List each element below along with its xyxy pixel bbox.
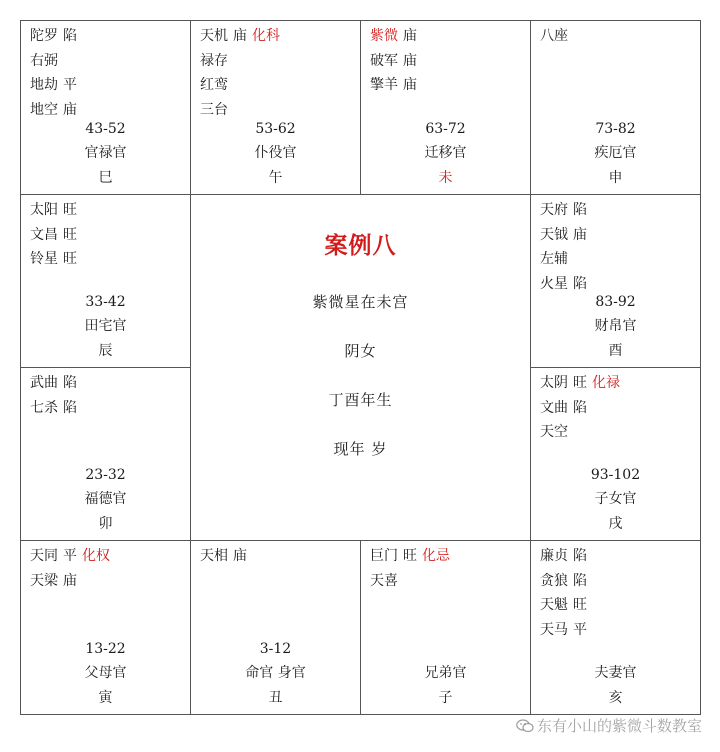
palace-info [361,117,530,191]
star-attribute: 陷 [573,572,587,589]
star-name: 禄存 [200,52,228,69]
star-name: 廉贞 [540,548,568,564]
star-name: 文曲 [540,399,568,416]
palace-name: 夫妻官 [594,665,637,681]
star-row [200,49,285,74]
star-list [200,544,252,569]
star-row [30,24,82,49]
palace-wu [190,20,361,195]
palace-info [531,117,700,191]
star-list [540,544,592,642]
star-attribute: 化权 [82,548,110,564]
star-name: 紫微 [370,28,398,44]
earthly-branch: 午 [268,169,283,186]
star-attribute: 陷 [63,375,77,391]
star-attribute: 化忌 [422,548,450,564]
star-name: 武曲 [30,375,58,391]
star-row [30,396,82,421]
age-range: 73-82 [595,120,636,137]
star-attribute: 庙 [403,77,417,93]
age-range: 83-92 [595,293,636,310]
star-row [30,247,82,272]
star-attribute: 平 [63,77,77,93]
center-info [190,194,531,541]
age-range: 63-72 [425,120,466,137]
palace-info [21,637,190,711]
star-name: 太阳 [30,202,58,218]
palace-yin [20,540,191,715]
star-name: 巨门 [370,548,398,564]
palace-info [531,463,700,537]
age-range: 43-52 [85,120,126,137]
star-row [540,247,592,272]
star-name: 火星 [540,275,568,292]
palace-info [191,117,360,191]
star-row [370,24,422,49]
star-row [30,569,115,594]
palace-name: 迁移官 [424,145,467,161]
palace-xu [530,367,701,541]
earthly-branch: 丑 [268,689,283,706]
center-line-birth-year: 丁酉年生 [328,391,393,409]
star-name: 八座 [540,28,568,44]
star-row [540,24,573,49]
palace-mao [20,367,191,541]
star-attribute: 平 [63,548,77,564]
palace-name: 官禄官 [84,145,127,161]
earthly-branch: 亥 [608,689,623,706]
star-name: 红鸾 [200,77,228,93]
palace-wei [360,20,531,195]
center-line-star-position: 紫微星在未宫 [312,293,409,311]
age-range: 3-12 [259,640,292,657]
earthly-branch: 未 [438,169,453,186]
star-row [540,223,592,248]
palace-chou [190,540,361,715]
palace-name: 子女官 [594,491,637,507]
star-list [540,198,592,296]
star-list [30,544,115,593]
palace-zi [360,540,531,715]
star-attribute: 旺 [63,202,77,218]
star-list [370,544,455,593]
star-name: 铃星 [30,251,58,267]
star-name: 天机 [200,28,228,44]
wechat-icon [516,719,534,733]
star-attribute: 陷 [573,275,587,292]
palace-info [361,637,530,711]
palace-hai [530,540,701,715]
star-row [540,198,592,223]
star-attribute: 庙 [63,101,77,118]
watermark-text: 东有小山的紫微斗数教室 [536,717,702,735]
star-name: 擎羊 [370,77,398,93]
age-range: 13-22 [85,640,126,657]
star-row [200,73,285,98]
star-name: 地劫 [30,77,58,93]
star-row [540,371,625,396]
earthly-branch: 辰 [98,342,113,359]
age-range: 33-42 [85,293,126,310]
star-attribute: 庙 [233,28,247,44]
palace-shen [530,20,701,195]
star-row [540,420,625,445]
star-attribute: 旺 [403,548,417,564]
star-name: 破军 [370,52,398,69]
star-row [370,569,455,594]
star-attribute: 庙 [403,28,417,44]
age-range [531,637,700,662]
star-name: 太阴 [540,375,568,391]
palace-info [191,637,360,711]
star-attribute: 陷 [63,28,77,44]
earthly-branch: 申 [608,169,623,186]
earthly-branch: 酉 [608,342,623,359]
star-attribute: 化禄 [592,375,620,391]
star-row [540,396,625,421]
star-list [30,371,82,420]
palace-info [21,463,190,537]
star-name: 天梁 [30,572,58,589]
star-row [30,544,115,569]
star-list [30,24,82,122]
star-attribute: 庙 [403,52,417,69]
star-name: 文昌 [30,226,58,243]
star-attribute: 陷 [573,399,587,416]
star-row [200,544,252,569]
earthly-branch: 子 [438,689,453,706]
star-name: 天钺 [540,226,568,243]
watermark [516,715,702,736]
star-attribute: 陷 [573,548,587,564]
star-list [200,24,285,122]
star-name: 陀罗 [30,28,58,44]
palace-si [20,20,191,195]
star-attribute: 旺 [63,251,77,267]
palace-name: 父母官 [84,665,127,681]
palace-name: 财帛官 [594,318,637,334]
palace-chen [20,194,191,368]
star-list [30,198,82,272]
star-attribute: 平 [573,621,587,638]
star-attribute: 庙 [63,572,77,589]
palace-info [21,290,190,364]
star-name: 三台 [200,101,228,118]
star-row [540,544,592,569]
palace-info [21,117,190,191]
palace-name: 疾厄官 [594,145,637,161]
star-attribute: 化科 [252,28,280,44]
star-name: 天马 [540,621,568,638]
palace-info [531,637,700,711]
earthly-branch: 巳 [98,169,113,186]
star-row [30,49,82,74]
earthly-branch: 寅 [98,689,113,706]
star-name: 天魁 [540,597,568,613]
earthly-branch: 卯 [98,515,113,532]
star-row [370,49,422,74]
center-line-age: 现年 岁 [333,440,388,458]
star-row [200,24,285,49]
star-row [30,371,82,396]
case-title: 案例八 [324,232,397,259]
star-attribute: 陷 [573,202,587,218]
star-name: 右弼 [30,52,58,69]
star-name: 天喜 [370,572,398,589]
star-name: 贪狼 [540,572,568,589]
star-row [30,73,82,98]
star-row [540,593,592,618]
star-list [540,371,625,445]
age-range [361,637,530,662]
star-name: 七杀 [30,399,58,416]
star-name: 天府 [540,202,568,218]
earthly-branch: 戌 [608,515,623,532]
star-list [370,24,422,98]
star-name: 天相 [200,548,228,564]
palace-info [531,290,700,364]
star-row [30,223,82,248]
palace-name: 仆役官 [254,145,297,161]
star-attribute: 庙 [233,548,247,564]
star-row [370,544,455,569]
star-row [370,73,422,98]
palace-name: 命官 身官 [245,665,306,681]
star-name: 天空 [540,424,568,440]
star-row [30,198,82,223]
ziwei-chart [20,20,700,714]
palace-name: 田宅官 [84,318,127,334]
palace-name: 福德官 [84,491,127,507]
star-attribute: 旺 [63,226,77,243]
star-attribute: 旺 [573,375,587,391]
palace-name: 兄弟官 [424,665,467,681]
star-attribute: 旺 [573,597,587,613]
center-line-gender: 阴女 [344,342,377,360]
star-attribute: 庙 [573,226,587,243]
age-range: 93-102 [590,466,641,483]
palace-you [530,194,701,368]
star-row [540,569,592,594]
star-attribute: 陷 [63,399,77,416]
age-range: 53-62 [255,120,296,137]
star-name: 地空 [30,101,58,118]
star-name: 天同 [30,548,58,564]
age-range: 23-32 [85,466,126,483]
star-name: 左辅 [540,251,568,267]
star-list [540,24,573,49]
